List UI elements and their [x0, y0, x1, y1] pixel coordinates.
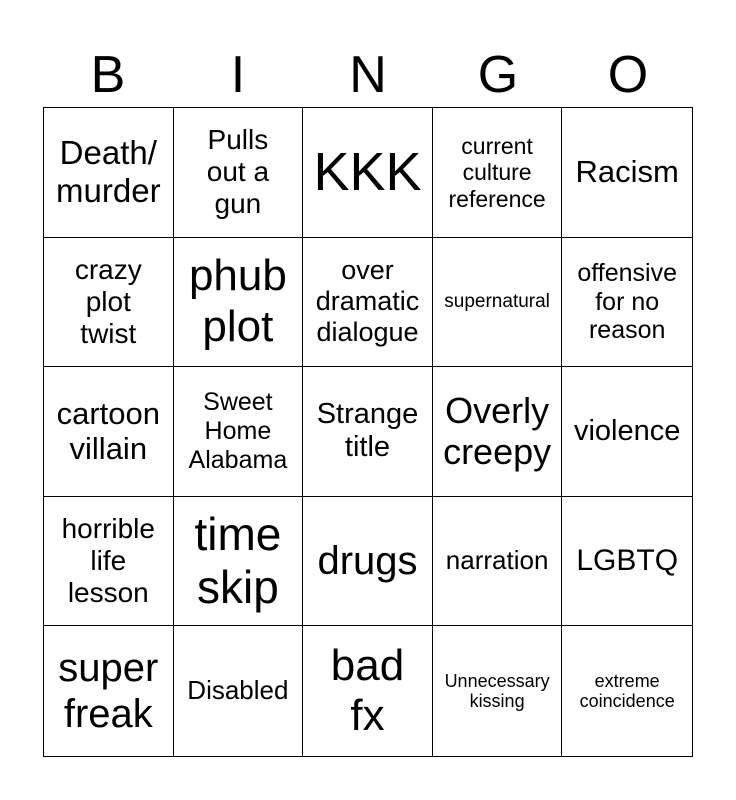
header-letter-n: N: [349, 46, 387, 104]
cell-label: current culture reference: [448, 132, 546, 212]
cell-label: Pulls out a gun: [206, 124, 270, 220]
bingo-cell[interactable]: [174, 108, 304, 238]
cell-label: Sweet Home Alabama: [188, 388, 288, 474]
bingo-cell[interactable]: [433, 367, 563, 497]
cell-label: LGBTQ: [576, 543, 679, 577]
bingo-cell[interactable]: [303, 108, 433, 238]
bingo-cell[interactable]: [44, 497, 174, 627]
cell-label: Racism: [575, 154, 679, 190]
bingo-cell[interactable]: [562, 497, 692, 627]
bingo-cell[interactable]: [303, 626, 433, 756]
bingo-cell[interactable]: [562, 108, 692, 238]
cell-label: drugs: [317, 539, 418, 584]
cell-label: violence: [573, 414, 681, 447]
cell-label: time skip: [194, 508, 282, 614]
bingo-cell[interactable]: [303, 238, 433, 368]
cell-label: offensive for no reason: [577, 258, 677, 345]
cell-label: bad fx: [330, 640, 405, 741]
bingo-cell[interactable]: [303, 497, 433, 627]
bingo-cell[interactable]: [562, 367, 692, 497]
bingo-cell[interactable]: [562, 238, 692, 368]
bingo-cell[interactable]: [44, 108, 174, 238]
header-letter-b: B: [90, 46, 126, 104]
cell-label: over dramatic dialogue: [315, 255, 420, 348]
bingo-cell[interactable]: [174, 238, 304, 368]
bingo-cell[interactable]: [562, 626, 692, 756]
bingo-cell[interactable]: [174, 497, 304, 627]
cell-label: Overly creepy: [443, 390, 552, 473]
cell-label: crazy plot twist: [74, 253, 142, 349]
bingo-cell[interactable]: [433, 497, 563, 627]
bingo-cell[interactable]: [433, 626, 563, 756]
cell-label: phub plot: [188, 251, 287, 351]
bingo-cell[interactable]: [174, 367, 304, 497]
cell-label: Death/ murder: [56, 134, 161, 210]
cell-label: Strange title: [316, 398, 419, 464]
bingo-cell[interactable]: [44, 626, 174, 756]
bingo-cell[interactable]: [303, 367, 433, 497]
bingo-cell[interactable]: [174, 626, 304, 756]
cell-label: extreme coincidence: [579, 670, 675, 712]
cell-label: Unnecessary kissing: [444, 670, 550, 712]
cell-label: Disabled: [187, 675, 289, 706]
bingo-cell[interactable]: [44, 367, 174, 497]
header-letter-i: I: [230, 46, 246, 104]
cell-label: super freak: [58, 646, 159, 737]
bingo-header: [43, 44, 693, 106]
bingo-cell[interactable]: [44, 238, 174, 368]
header-letter-o: O: [607, 46, 649, 104]
cell-label: KKK: [313, 142, 422, 203]
bingo-cell[interactable]: [433, 238, 563, 368]
header-letter-g: G: [477, 46, 519, 104]
bingo-cell[interactable]: [433, 108, 563, 238]
cell-label: supernatural: [444, 290, 550, 312]
cell-label: horrible life lesson: [61, 512, 155, 609]
cell-label: cartoon villain: [56, 395, 160, 467]
cell-label: narration: [445, 545, 549, 576]
bingo-board: [43, 107, 693, 757]
